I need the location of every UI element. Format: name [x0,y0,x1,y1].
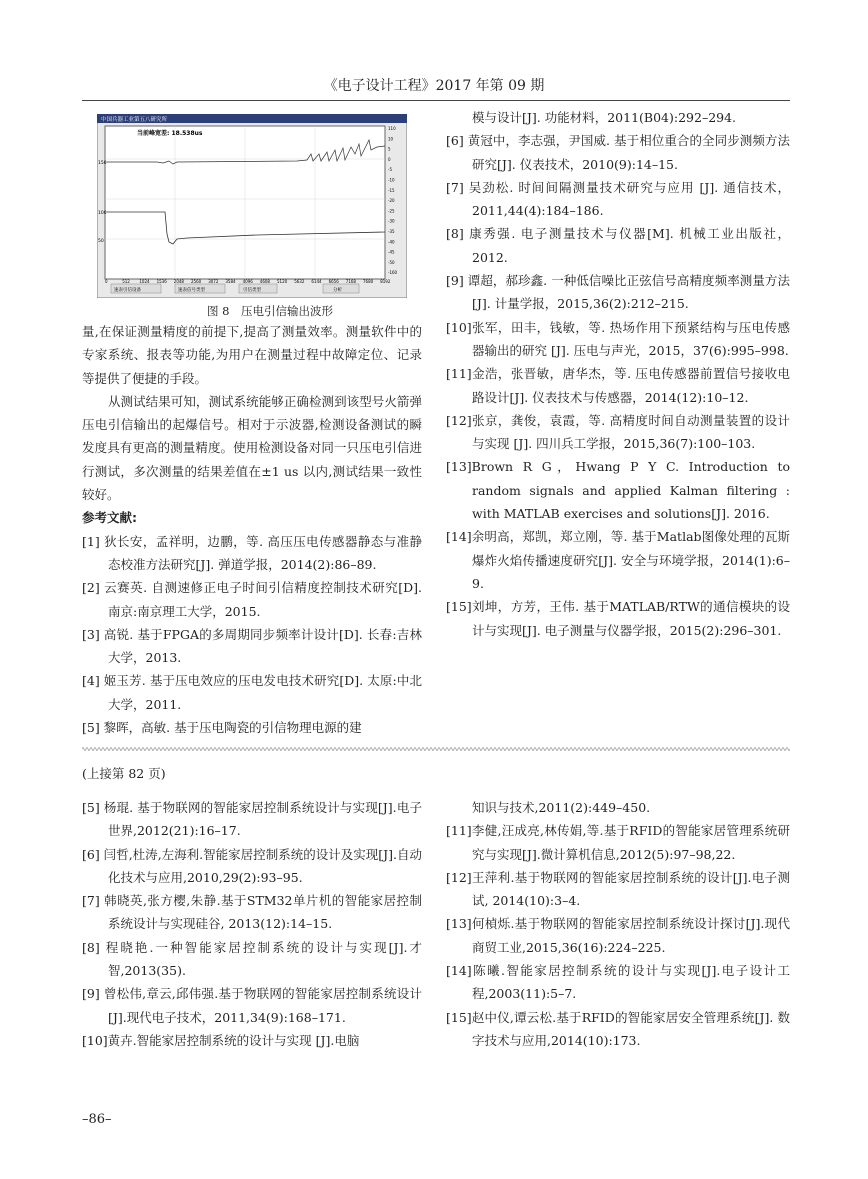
page-number: –86– [82,1112,112,1127]
figure-button-1: 速表信号类型 [178,288,205,293]
reference-item: [15]刘坤，方芳，王伟. 基于MATLAB/RTW的通信模块的设计与实现[J]. 电子测量与仪器学报，2015(2):296–301. [446,599,790,638]
bottom-right-reference-list [446,796,790,1052]
reference-item: [11]金浩，张晋敏，唐华杰，等. 压电传感器前置信号接收电路设计[J]. 仪表技术与传感器，2014(12):10–12. [446,366,790,405]
x-label: 1536 [156,279,167,284]
x-label: 6144 [311,279,322,284]
x-label: 8192 [380,279,391,284]
reference-item: [13]何楨烁.基于物联网的智能家居控制系统设计探讨[J].现代商贸工业,2015,36(16):224–225. [446,916,790,955]
reference-item: [14]余明高，郑凯，郑立刚，等. 基于Matlab图像处理的瓦斯爆炸火焰传播速度研究[J]. 安全与环境学报，2014(1):6–9. [446,529,790,591]
x-label: 7168 [345,279,356,284]
body-paragraph-1: 量,在保证测量精度的前提下,提高了测量效率。测量软件中的专家系统、报表等功能,为用户在测量过程中故障定位、记录等提供了便捷的手段。 [82,324,422,386]
header-rule [82,100,790,101]
reference-item: [5] 黎晖，高敏. 基于压电陶瓷的引信物理电源的建 [82,720,362,736]
body-paragraph-2: 从测试结果可知，测试系统能够正确检测到该型号火箭弹压电引信输出的起爆信号。相对于示波器,检测设备测试的瞬发度具有更高的测量精度。使用检测设备对同一只压电引信进行测试，多次测量的结果差值在±1 us 以内,测试结果一致性较好。 [82,393,422,503]
y-label-right: 0 [388,156,391,162]
y-label-right: -15 [388,187,395,193]
y-label-right: -40 [388,239,395,245]
x-label: 5120 [277,279,288,284]
y-label-right: -35 [388,229,395,234]
figure-button-0: 速表引信设备 [114,288,141,293]
y-label-right: -25 [388,208,395,214]
reference-item: [7] 韩晓英,张方樱,朱静.基于STM32单片机的智能家居控制系统设计与实现硅谷, 2013(12):14–15. [82,893,422,932]
x-label: 7680 [363,279,374,284]
x-label: 0 [105,279,108,284]
figure-button-3: 分析 [333,288,342,293]
y-label-right: -10 [388,177,395,183]
x-label: 1024 [139,279,150,284]
y-label-right: -160 [388,270,398,276]
y-label-right: -5 [388,167,392,173]
reference-item: [10]黄卉.智能家居控制系统的设计与实现 [J].电脑 [82,1032,360,1048]
reference-item: [12]张京，龚俊，袁霞，等. 高精度时间自动测量装置的设计与实现 [J]. 四川兵工学报，2015,36(7):100–103. [446,412,790,452]
reference-item: [5] 杨琨. 基于物联网的智能家居控制系统设计与实现[J].电子世界,2012(21):16–17. [82,800,422,839]
left-column [82,320,422,739]
figure-window-title: 中国兵器工业第五八研究所 [101,117,168,123]
x-label: 2560 [191,279,202,284]
section-divider [82,746,790,752]
reference-item: [13]Brown R G，Hwang P Y C. Introduction to random signals and applied Kalman filtering : with MATLAB exercises and solutions[J]. 2016. [446,459,790,522]
running-header: 《电子设计工程》2017 年第 09 期 [323,78,545,94]
x-label: 6656 [328,279,339,284]
right-column [446,106,790,642]
reference-item: [3] 高锐. 基于FPGA的多周期同步频率计设计[D]. 长春:吉林大学，2013. [82,626,422,666]
x-label: 3072 [208,279,219,284]
y-label-left-2: 50 [98,239,104,244]
figure-button-2: 引信类型 [243,288,261,293]
y-label-right: -20 [388,198,395,204]
reference-item: [15]赵中仪,谭云松.基于RFID的智能家居安全管理系统[J]. 数字技术与应用,2014(10):173. [446,1009,790,1048]
x-label: 2048 [173,279,184,284]
reference-item: [11]李健,汪成亮,林传娟,等.基于RFID的智能家居管理系统研究与实现[J].微计算机信息,2012(5):97–98,22. [446,823,790,862]
y-label-right: -50 [388,259,395,265]
y-label-right: 5 [388,146,391,152]
x-label: 4096 [242,279,253,284]
y-label-left-0: 150 [98,161,107,166]
y-label-right: -45 [388,249,395,255]
y-label-left-1: 100 [98,211,107,216]
left-reference-list [82,530,422,740]
reference-item: 知识与技术,2011(2):449–450. [472,800,651,815]
x-label: 512 [122,279,130,284]
reference-item: [8] 程晓艳.一种智能家居控制系统的设计与实现[J].才智,2013(35). [82,939,422,979]
bottom-left-reference-list [82,796,422,1052]
reference-item: 模与设计[J]. 功能材料，2011(B04):292–294. [472,110,737,125]
bottom-right-column [446,796,790,1052]
reference-item: [12]王萍利.基于物联网的智能家居控制系统的设计[J].电子测试, 2014(10):3–4. [446,869,790,909]
reference-item: [9] 谭超，郝珍鑫. 一种低信噪比正弦信号高精度频率测量方法[J]. 计量学报，2015,36(2):212–215. [446,273,790,312]
reference-item: [6] 黄冠中，李志强，尹国威. 基于相位重合的全同步测频方法研究[J]. 仪表技术，2010(9):14–15. [446,133,790,172]
figure-caption: 图 8 压电引信输出波形 [207,304,333,318]
reference-item: [7] 吴劲松. 时间间隔测量技术研究与应用 [J]. 通信技术，2011,44(4):184–186. [446,179,790,219]
reference-item: [9] 曾松伟,章云,邱伟强.基于物联网的智能家居控制系统设计[J].现代电子技术，2011,34(9):168–171. [82,986,422,1025]
figure-8-waveform [97,114,407,298]
continued-note: (上接第 82 页) [82,766,166,781]
reference-item: [4] 姬玉芳. 基于压电效应的压电发电技术研究[D]. 太原:中北大学，2011. [82,673,422,712]
reference-item: [14]陈曦.智能家居控制系统的设计与实现[J].电子设计工程,2003(11):5–7. [446,963,790,1002]
bottom-left-column [82,796,422,1052]
reference-item: [2] 云赛英. 自测速修正电子时间引信精度控制技术研究[D]. 南京:南京理工大学，2015. [82,580,422,619]
right-reference-list [446,106,790,642]
x-label: 3584 [225,279,236,284]
reference-item: [10]张军，田丰，钱敏，等. 热场作用下预紧结构与压电传感器输出的研究 [J]. 压电与声光，2015，37(6):995–998. [446,319,790,358]
y-label-right: 110 [388,126,396,131]
x-label: 4608 [259,279,270,284]
y-label-right: -30 [388,218,395,224]
reference-item: [6] 闫哲,杜涛,左海利.智能家居控制系统的设计及实现[J].自动化技术与应用,2010,29(2):93–95. [82,846,422,885]
figure-readout: 当前峰宽差: 18.538us [137,130,203,137]
references-heading: 参考文献: [82,510,137,526]
reference-item: [8] 康秀强. 电子测量技术与仪器[M]. 机械工业出版社，2012. [446,226,790,265]
x-label: 5632 [294,279,305,284]
y-label-right: 10 [388,136,394,142]
reference-item: [1] 狄长安，孟祥明，边鹏，等. 高压压电传感器静态与准静态校准方法研究[J]. 弹道学报，2014(2):86–89. [82,533,422,572]
